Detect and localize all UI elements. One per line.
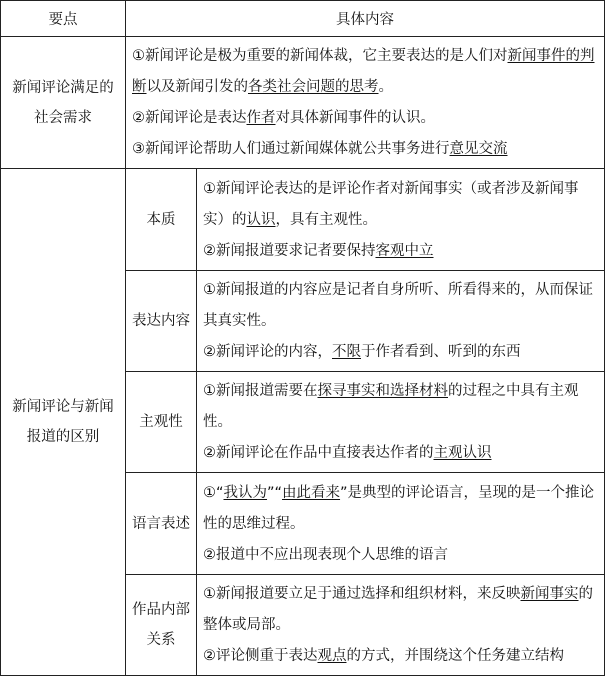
sub-content-cell: [197, 575, 605, 676]
content-paragraph: [203, 275, 598, 337]
sub-label-cell: 表达内容: [126, 271, 197, 372]
text-segment: ②报道中不应出现表现个人思维的语言: [203, 546, 448, 563]
underlined-keyword: 观点: [317, 648, 347, 664]
content-paragraph: [132, 134, 598, 165]
text-segment: 于作者看到、听到的东西: [361, 344, 521, 360]
content-paragraph: [132, 103, 598, 134]
content-paragraph: [203, 478, 598, 540]
sub-label-cell: 语言表述: [126, 473, 197, 575]
underlined-keyword: 各类社会问题的思考: [248, 79, 379, 95]
sub-label-cell: 本质: [126, 169, 197, 271]
content-paragraph: [203, 579, 598, 641]
text-segment: ②新闻评论是表达: [132, 110, 247, 126]
sub-label-cell: 主观性: [126, 372, 197, 473]
underlined-keyword: 主观认识: [433, 445, 492, 461]
sub-content-cell: [197, 372, 605, 473]
text-segment: 。: [378, 79, 393, 95]
text-segment: ①新闻评论表达的是评论作者对新闻事实（或者涉及新闻事实）的: [203, 180, 579, 228]
text-segment: ②评论侧重于表达: [203, 648, 318, 664]
text-segment: ”“: [267, 484, 283, 501]
underlined-keyword: 我认为: [223, 484, 268, 501]
underlined-keyword: 认识: [246, 211, 276, 228]
sub-content-cell: [197, 473, 605, 575]
table-row: [1, 37, 605, 169]
content-paragraph: [203, 174, 598, 236]
underlined-keyword: 新闻事实: [520, 586, 579, 602]
text-segment: 以及新闻引发的: [146, 79, 248, 95]
content-paragraph: [203, 236, 598, 267]
text-segment: ①“: [203, 484, 224, 501]
text-segment: ②新闻报道要求记者要保持: [203, 242, 376, 259]
text-segment: ”是典型的评论语言，呈现的是一个推论性的思维过程。: [203, 484, 595, 532]
text-segment: 对具体新闻事件的认识。: [275, 110, 435, 126]
text-segment: ①新闻报道的内容应是记者自身所听、所看得来的，从而保证其真实性。: [203, 282, 593, 329]
content-paragraph: [203, 438, 598, 469]
content-paragraph: [203, 376, 598, 438]
text-segment: ①新闻报道需要在: [203, 383, 318, 399]
text-segment: ①新闻报道要立足于通过选择和组织材料，来反映: [203, 586, 521, 602]
underlined-keyword: 探寻事实和选择材料: [317, 383, 448, 399]
text-segment: ，具有主观性。: [275, 211, 377, 228]
table-row: [1, 169, 605, 271]
text-segment: ③新闻评论帮助人们通过新闻媒体就公共事务进行: [132, 141, 450, 157]
sub-content-cell: [197, 169, 605, 271]
underlined-keyword: 新闻事件的判断: [132, 48, 595, 95]
header-content-cell: 具体内容: [126, 1, 605, 37]
text-segment: ②新闻评论的内容，: [203, 344, 332, 360]
table-header-row: [1, 1, 605, 37]
content-paragraph: [132, 41, 598, 103]
text-segment: ②新闻评论在作品中直接表达作者的: [203, 445, 434, 461]
sub-label-cell: 作品内部关系: [126, 575, 197, 676]
text-segment: 的方式，并围绕这个任务建立结构: [346, 648, 564, 664]
text-segment: 的过程之中具有主观性。: [203, 383, 579, 430]
underlined-keyword: 作者: [246, 110, 276, 126]
underlined-keyword: 意见交流: [449, 141, 508, 157]
content-paragraph: [203, 641, 598, 672]
header-key-cell: 要点: [1, 1, 126, 37]
text-segment: 的整体或局部。: [203, 586, 593, 633]
underlined-keyword: 客观中立: [375, 242, 434, 259]
content-paragraph: [203, 540, 598, 571]
section2-key-cell: 新闻评论与新闻报道的区别: [1, 169, 126, 676]
underlined-keyword: 由此看来: [282, 484, 341, 501]
section1-key-cell: 新闻评论满足的社会需求: [1, 37, 126, 169]
content-paragraph: [203, 337, 598, 368]
section1-content-cell: [126, 37, 605, 169]
text-segment: ①新闻评论是极为重要的新闻体裁，它主要表达的是人们对: [132, 48, 508, 64]
underlined-keyword: 不限: [332, 344, 361, 360]
sub-content-cell: [197, 271, 605, 372]
